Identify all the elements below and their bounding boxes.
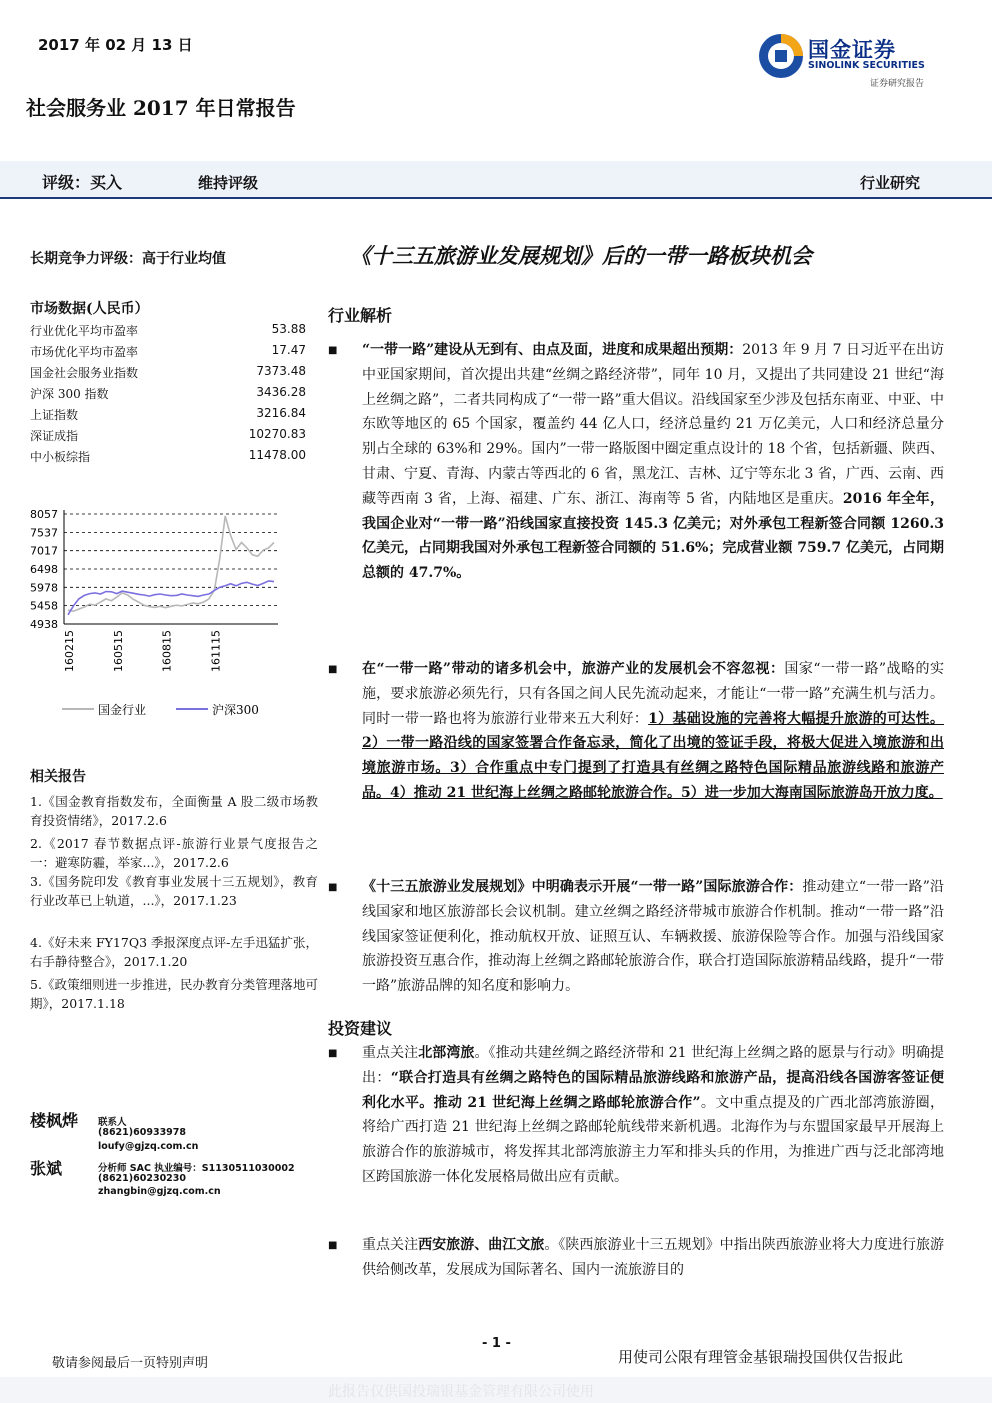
maintain-rating: 维持评级 [198,174,259,192]
market-row: 沪深 300 指数 3436.28 [30,385,306,401]
bullet-square-icon: ■ [328,345,338,356]
para-text: 国家“一带一路”战略的实施，要求旅游必须先行，只有各国之间人民先流动起来，才能让“一带一路”充满生机与活力。同时一带一路也将为旅游行业带来五大利好： [362,661,944,727]
industry-label: 行业研究 [860,174,921,192]
paragraph-tourism-opportunity [362,657,944,806]
report-date: 2017 年 02 月 13 日 [38,36,193,54]
bullet-square-icon: ■ [328,882,338,893]
related-report-link[interactable]: 2.《2017 春节数据点评-旅游行业景气度报告之一：避寒防霾，举家...》，2017.2.6 [30,836,318,870]
rating-bar [0,161,992,199]
market-row: 国金社会服务业指数 7373.48 [30,364,306,380]
market-row: 行业优化平均市盈率 53.88 [30,322,306,338]
legend-label-industry: 国金行业 [98,703,147,717]
disclaimer-note: 敬请参阅最后一页特别声明 [52,1356,209,1371]
section-title-investment: 投资建议 [328,1019,393,1038]
logo-chinese: 国金证券 [808,38,896,62]
para-lead: “一带一路”建设从无到有、由点及面，进度和成果超出预期： [362,342,743,358]
y-tick-label: 6498 [30,562,58,576]
bullet-square-icon: ■ [328,1240,338,1251]
market-row: 上证指数 3216.84 [30,406,306,422]
series-line-1 [68,581,274,615]
index-chart [28,498,290,678]
analyst-name: 楼枫烨 [30,1111,79,1130]
para-lead: 在“一带一路”带动的诸多机会中，旅游产业的发展机会不容忽视： [362,661,785,677]
y-tick-label: 5458 [30,599,58,613]
bullet-square-icon: ■ [328,664,338,675]
analyst-email[interactable]: loufy@gjzq.com.cn [98,1141,199,1152]
analyst-email[interactable]: zhangbin@gjzq.com.cn [98,1186,221,1197]
rating: 评级：买入 [42,173,123,192]
related-reports-title: 相关报告 [30,769,86,785]
x-tick-label: 161115 [209,630,223,672]
analyst-phone: (8621)60933978 [98,1127,187,1138]
headline: 《十三五旅游业发展规划》后的一带一路板块机会 [350,243,812,268]
paragraph-belt-road [362,338,944,586]
report-title: 社会服务业 2017 年日常报告 [26,96,296,120]
market-row: 深证成指 10270.83 [30,427,306,443]
paragraph-plan [362,875,944,999]
bullet-square-icon: ■ [328,1048,338,1059]
page-number: - 1 - [482,1336,511,1351]
para-text: 。文中重点提及的广西北部湾旅游圈，将给广西打造 21 世纪海上丝绸之路邮轮航线带来新机遇。北海作为与东盟国家最早开展海上旅游合作的旅游城市，将发挥其北部湾旅游主力军和排头兵的作用，为推进广西与泛北部湾地区跨国旅游一体化发展格局做出应有贡献。 [362,1094,944,1185]
analyst-role: 分析师 SAC 执业编号：S1130511030002 [98,1163,295,1174]
para-lead: 《十三五旅游业发展规划》中明确表示开展“一带一路”国际旅游合作： [362,879,803,895]
y-tick-label: 7537 [30,526,58,540]
chart-legend [62,700,302,718]
market-data-title: 市场数据(人民币） [30,301,149,317]
related-report-link[interactable]: 5.《政策细则进一步推进，民办教育分类管理落地可期》，2017.1.18 [30,977,318,1011]
para-lead: 北部湾旅 [418,1045,475,1061]
para-highlight: 2016 年全年，我国企业对“一带一路”沿线国家直接投资 145.3 亿美元；对外承包工程新签合同额 1260.3 亿美元，占同期我国对外承包工程新签合同额的 51.6%；完成营业额 759.7 亿美元，占同期总额的 47.7%。 [362,490,944,582]
para-text: 推动建立“一带一路”沿线国家和地区旅游部长会议机制。建立丝绸之路经济带城市旅游合作机制。推动“一带一路”沿线国家签证便利化，推动航权开放、证照互认、车辆救援、旅游保险等合作。加强与沿线国家旅游投资互惠合作，推动海上丝绸之路邮轮旅游合作，联合打造国际旅游精品线路，提升“一带一路”旅游品牌的知名度和影响力。 [362,879,944,995]
long-term-rating: 长期竞争力评级：高于行业均值 [30,251,226,267]
footer-notice: 用使司公限有理管金基银瑞投国供仅告报此 [618,1348,904,1366]
related-report-link[interactable]: 3.《国务院印发《教育事业发展十三五规划》，教育行业改革已上轨道，...》，2017.1.23 [30,874,318,908]
para-text: 。《陕西旅游业十三五规划》中指出陕西旅游业将大力度进行旅游供给侧改革，发展成为国际著名、国内一流旅游目的 [362,1237,945,1278]
x-tick-label: 160515 [111,630,125,672]
series-line-0 [68,516,274,611]
related-report-link[interactable]: 1.《国金教育指数发布，全面衡量 A 股二级市场教育投资情绪》，2017.2.6 [30,794,318,828]
analyst-phone: (8621)60230230 [98,1173,187,1184]
logo-english: SINOLINK SECURITIES [808,60,925,71]
y-tick-label: 5978 [30,581,58,595]
para-text: 2013 年 9 月 7 日习近平在出访中亚国家期间，首次提出共建“丝绸之路经济带”，同年 10 月，又提出了共同建设 21 世纪“海上丝绸之路”，二者共同构成了“一带一路”重大倡议。沿线国家至少涉及包括东南亚、中亚、中东欧等地区的 65 个国家，覆盖约 44 亿人口，经济总量约 21 万亿美元，人口和经济总量分别占全球的 63%和 29%。国内”一带一路版图中圈定重点设计的 18 个省，包括新疆、陕西、甘肃、宁夏、青海、内蒙古等西北的 6 省，黑龙江、吉林、辽宁等东北 3 省，广西、云南、西藏等西南 3 省，上海、福建、广东、浙江、海南等 5 省，内陆地区是重庆。 [362,342,944,507]
paragraph-beibuwan [362,1041,944,1190]
paragraph-xian [362,1233,944,1283]
para-highlight: “联合打造具有丝绸之路特色的国际精品旅游线路和旅游产品，提高沿线各国游客签证便利化水平。推动 21 世纪海上丝绸之路邮轮旅游合作” [362,1069,944,1111]
related-report-link[interactable]: 4.《好未来 FY17Q3 季报深度点评-左手迅猛扩张，右手静待整合》，2017.1.20 [30,935,318,969]
para-text: 重点关注 [362,1045,419,1061]
logo-subtitle: 证券研究报告 [870,79,925,89]
market-row: 中小板综指 11478.00 [30,448,306,464]
market-row: 市场优化平均市盈率 17.47 [30,343,306,359]
x-tick-label: 160815 [160,630,174,672]
watermark-text: 此报告仅供国投瑞银基金管理有限公司使用 [328,1384,594,1400]
y-tick-label: 4938 [30,618,58,631]
section-title-analysis: 行业解析 [328,306,393,325]
analyst-name: 张斌 [30,1159,63,1178]
x-tick-label: 160215 [63,630,76,672]
y-tick-label: 8057 [30,508,58,521]
analyst-role: 联系人 [98,1117,127,1128]
para-underlined: 1）基础设施的完善将大幅提升旅游的可达性。2）一带一路沿线的国家签署合作备忘录，简化了出境的签证手段，将极大促进入境旅游和出境旅游市场。3）合作重点中专门提到了打造具有丝绸之路特色国际精品旅游线路和旅游产品。4）推动 21 世纪海上丝绸之路邮轮旅游合作。5）进一步加大海南国际旅游岛开放力度。 [362,710,944,801]
para-lead: 西安旅游、曲江文旅 [418,1237,545,1253]
para-text: 重点关注 [362,1237,419,1253]
para-text: 。《推动共建丝绸之路经济带和 21 世纪海上丝绸之路的愿景与行动》明确提出： [362,1045,945,1086]
legend-label-hs300: 沪深300 [212,703,259,717]
y-tick-label: 7017 [30,544,58,558]
